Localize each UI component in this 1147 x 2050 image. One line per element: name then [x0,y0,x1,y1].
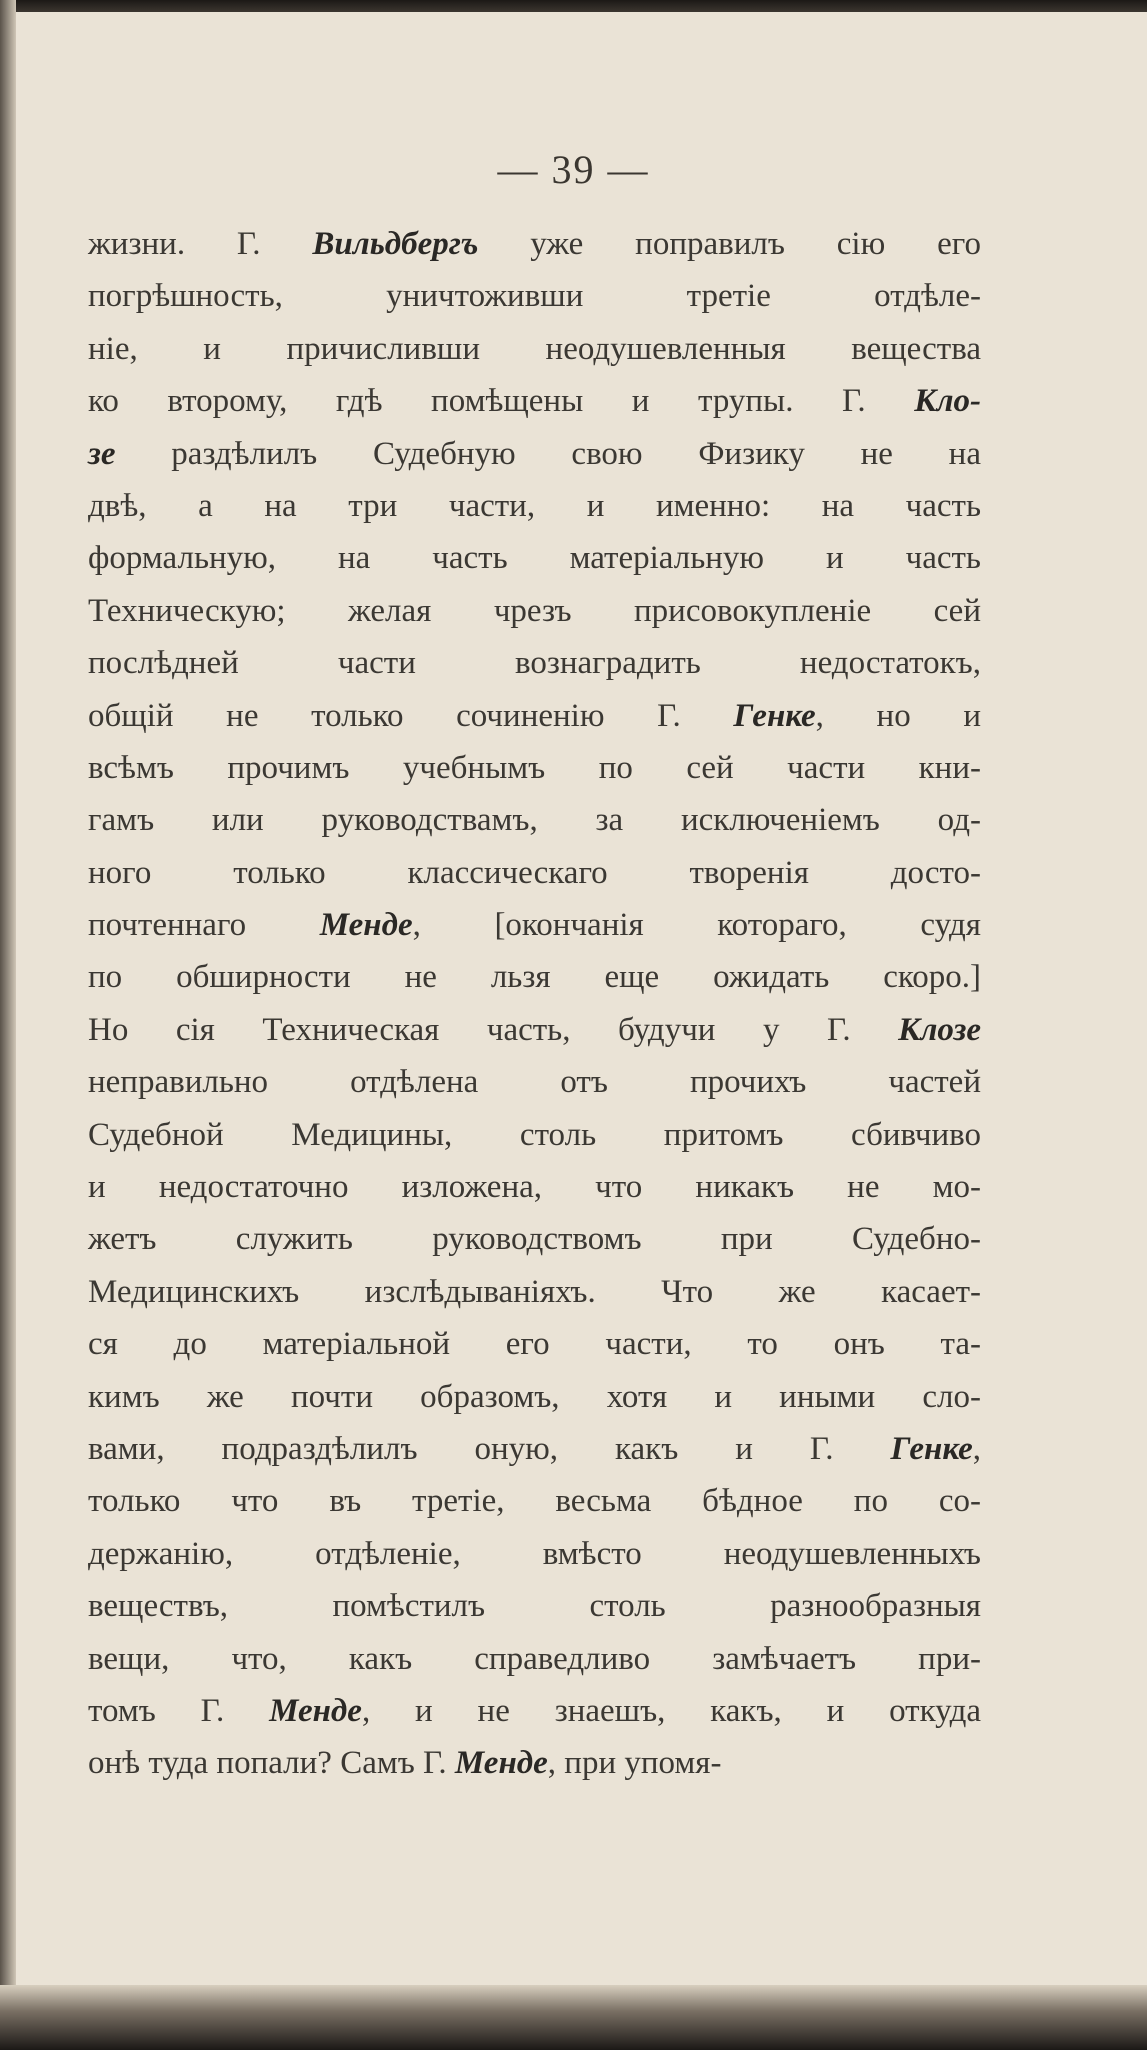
text-run: всѣмъ прочимъ учебнымъ по сей части кни- [88,749,981,786]
text-line [88,794,981,846]
text-run: гамъ или руководствамъ, за исключеніемъ од- [88,802,981,839]
text-run: погрѣшность, уничтоживши третіе отдѣле- [88,278,981,315]
text-run: двѣ, а на три части, и именно: на часть [88,487,981,524]
text-run: Техническую; желая чрезъ присовокупленіе сей [88,592,981,629]
text-line [88,270,981,322]
text-run: вами, подраздѣлилъ оную, какъ и Г. [88,1430,891,1467]
text-line [88,899,981,951]
italic-name: Менде [454,1745,548,1782]
text-run: томъ Г. [88,1692,270,1729]
text-line [88,585,981,637]
text-line [88,1213,981,1265]
text-run: держанію, отдѣленіе, вмѣсто неодушевленныхъ [88,1535,981,1572]
text-run: и недостаточно изложена, что никакъ не мо- [88,1169,981,1206]
text-line [88,1056,981,1108]
text-line [88,1475,981,1527]
text-line [88,951,981,1003]
text-line [88,1633,981,1685]
text-line [88,375,981,427]
text-line [88,1004,981,1056]
text-line [88,1580,981,1632]
text-run: , [972,1430,981,1467]
text-line [88,690,981,742]
text-line [88,323,981,375]
text-run: веществъ, помѣстилъ столь разнообразныя [88,1588,981,1625]
page-number: — 39 — [497,147,650,192]
text-run: Медицинскихъ изслѣдываніяхъ. Что же касает- [88,1273,981,1310]
text-run: ніе, и причисливши неодушевленныя вещества [88,330,981,367]
text-run: ся до матеріальной его части, то онъ та- [88,1326,981,1363]
text-run: раздѣлилъ Судебную свою Физику не на [115,435,981,472]
text-run: вещи, что, какъ справедливо замѣчаетъ при- [88,1640,981,1677]
text-run: кимъ же почти образомъ, хотя и иными сло- [88,1378,981,1415]
text-run: неправильно отдѣлена отъ прочихъ частей [88,1064,981,1101]
italic-name: Генке [890,1430,973,1467]
italic-name: зе [88,435,116,472]
text-run: формальную, на часть матеріальную и часть [88,540,981,577]
text-run: , при упомя- [547,1745,722,1782]
text-run: по обширности не льзя еще ожидать скоро.] [88,959,981,996]
text-run: жетъ служить руководствомъ при Судебно- [88,1221,981,1258]
text-run: почтеннаго [88,907,320,944]
text-run: ного только классическаго творенія досто- [88,854,981,891]
text-run: , но и [815,697,981,734]
italic-name: Менде [319,907,413,944]
text-line [88,480,981,532]
italic-name: Вильдбергъ [312,226,479,262]
page-top-edge [0,0,1147,12]
text-line [88,1161,981,1213]
text-run: Но сія Техническая часть, будучи у Г. [88,1011,899,1048]
text-run: онѣ туда попали? Самъ Г. [88,1745,455,1782]
italic-name: Генке [733,697,816,734]
text-line [88,1737,981,1789]
text-run: жизни. Г. [88,226,313,262]
text-run: послѣдней части вознаградить недостатокъ, [88,645,981,682]
text-line [88,1685,981,1737]
text-line [88,1109,981,1161]
italic-name: Кло- [914,383,981,420]
italic-name: Менде [269,1692,362,1729]
italic-name: Клозе [898,1011,981,1048]
text-run: только что въ третіе, весьма бѣдное по со- [88,1483,981,1520]
text-line [88,532,981,584]
text-run: ко второму, гдѣ помѣщены и трупы. Г. [88,383,915,420]
text-line [88,1266,981,1318]
body-text [88,218,981,1790]
text-run: общій не только сочиненію Г. [88,697,734,734]
text-line [88,1423,981,1475]
text-line [88,1528,981,1580]
text-line [88,1318,981,1370]
text-line [88,847,981,899]
page-bottom-edge [0,1985,1147,2050]
text-line [88,637,981,689]
page-binding-shadow [0,0,16,2050]
text-line [88,218,981,270]
text-line [88,742,981,794]
text-run: Судебной Медицины, столь притомъ сбивчиво [88,1116,981,1153]
text-line [88,1371,981,1423]
text-run: , и не знаешъ, какъ, и откуда [361,1692,982,1729]
text-line [88,428,981,480]
text-run: уже поправилъ сію его [478,226,981,262]
text-run: , [окончанія котораго, судя [412,907,981,944]
